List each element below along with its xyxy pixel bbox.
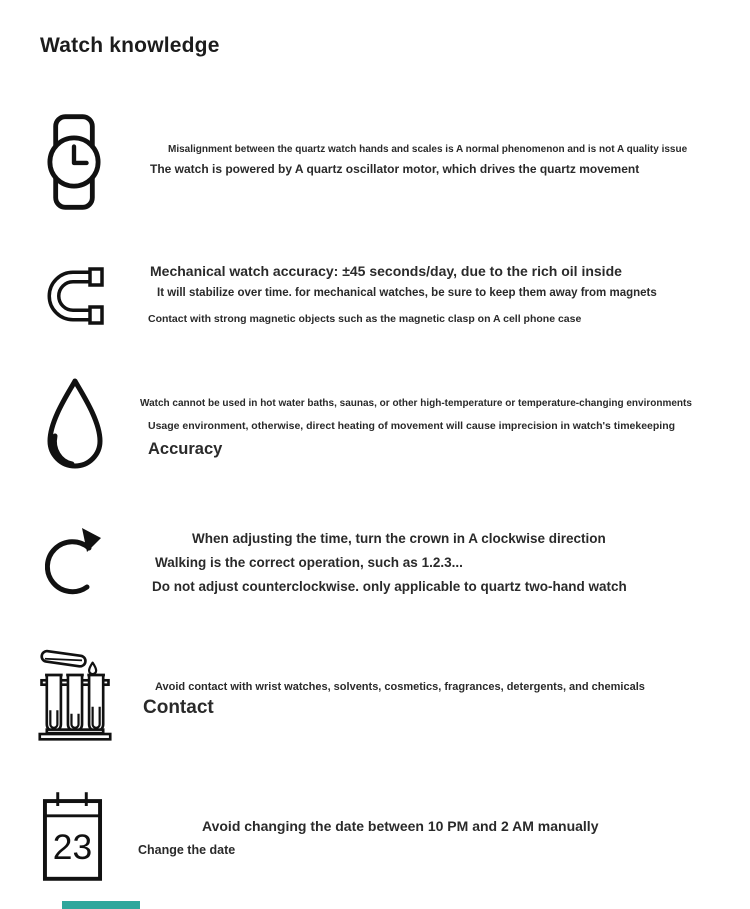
- crown-main-line: When adjusting the time, turn the crown in A clockwise direction: [192, 531, 606, 546]
- section-chemicals: [0, 645, 750, 753]
- section-crown-adjustment: [0, 523, 750, 608]
- quartz-main-line: The watch is powered by A quartz oscillator motor, which drives the quartz movement: [150, 162, 640, 176]
- page-title: Watch knowledge: [40, 34, 220, 57]
- watch-icon: [47, 113, 101, 211]
- chemicals-note-line: Avoid contact with wrist watches, solvents, cosmetics, fragrances, detergents, and chemicals: [155, 681, 645, 693]
- magnet-main-line: Mechanical watch accuracy: ±45 seconds/day, due to the rich oil inside: [150, 263, 622, 279]
- crown-sub-line: Walking is the correct operation, such as 1.2.3...: [155, 555, 463, 570]
- temperature-sub-line: Usage environment, otherwise, direct heating of movement will cause imprecision in watch's timekeeping: [148, 420, 676, 432]
- section-magnetism: [0, 255, 750, 335]
- section-quartz-movement: [0, 113, 750, 218]
- magnet-note-line: Contact with strong magnetic objects such as the magnetic clasp on A cell phone case: [148, 313, 582, 325]
- temperature-note-line: Watch cannot be used in hot water baths, saunas, or other high-temperature or temperature-changing environments: [140, 398, 692, 409]
- quartz-note-line: Misalignment between the quartz watch hands and scales is A normal phenomenon and is not A quality issue: [168, 144, 688, 155]
- section-temperature: [0, 378, 750, 478]
- section-date-change: [0, 785, 750, 885]
- contact-heading: Contact: [143, 697, 214, 718]
- date-main-line: Avoid changing the date between 10 PM and 2 AM manually: [202, 818, 599, 834]
- clockwise-arrow-icon: [45, 525, 105, 603]
- calendar-day-number: 23: [52, 827, 93, 868]
- test-tubes-icon: [38, 645, 112, 742]
- accuracy-heading: Accuracy: [148, 440, 223, 458]
- bottom-accent-bar: [62, 901, 140, 909]
- crown-note-line: Do not adjust counterclockwise. only applicable to quartz two-hand watch: [152, 579, 627, 594]
- date-sub-line: Change the date: [138, 843, 236, 857]
- magnet-icon: [45, 267, 105, 325]
- water-drop-icon: [43, 378, 107, 474]
- calendar-icon: [42, 790, 103, 882]
- magnet-sub-line: It will stabilize over time. for mechanical watches, be sure to keep them away from magnets: [157, 287, 657, 299]
